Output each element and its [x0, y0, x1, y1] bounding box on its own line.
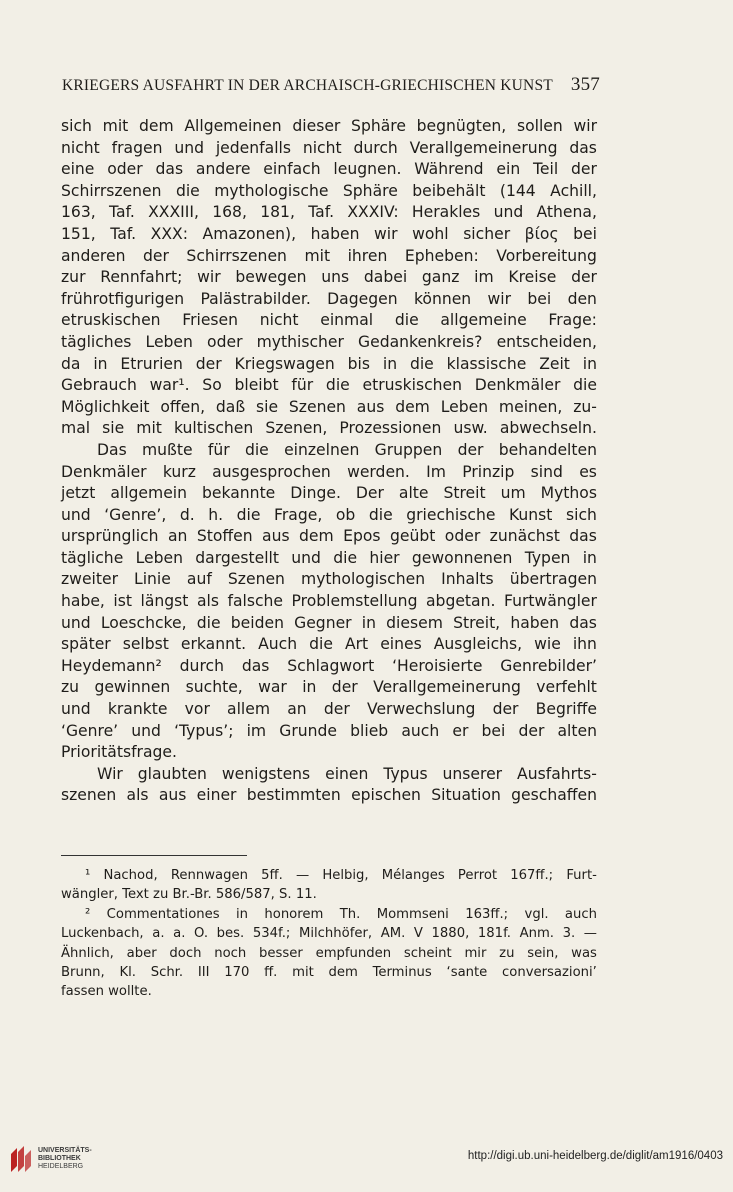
text-line: Das mußte für die einzelnen Gruppen der behandelten: [97, 440, 597, 459]
footnote-line: Brunn, Kl. Schr. III 170 ff. mit dem Terminus ‘sante conversazioni’: [61, 964, 597, 980]
footnotes: [61, 866, 597, 1002]
text-line: Denkmäler kurz ausgesprochen werden. Im Prinzip sind es: [61, 462, 597, 481]
text-line: zu gewinnen suchte, war in der Verallgemeinerung verfehlt: [61, 678, 597, 697]
text-line: Schirrszenen die mythologische Sphäre beibehält (144 Achill,: [61, 181, 597, 200]
footnote-line: wängler, Text zu Br.-Br. 586/587, S. 11.: [61, 887, 317, 903]
text-line: da in Etrurien der Kriegswagen bis in die klassische Zeit in: [61, 354, 597, 373]
logo-line-1: UNIVERSITÄTS-: [38, 1147, 92, 1154]
text-line: Wir glaubten wenigstens einen Typus unserer Ausfahrts-: [97, 764, 597, 783]
text-line: szenen als aus einer bestimmten epischen Situation geschaffen: [61, 786, 597, 805]
footnote-line: fassen wollte.: [61, 984, 152, 1000]
text-line: zur Rennfahrt; wir bewegen uns dabei ganz im Kreise der: [61, 268, 597, 287]
text-line: etruskischen Friesen nicht einmal die allgemeine Frage:: [61, 311, 597, 330]
text-line: Möglichkeit offen, daß sie Szenen aus dem Leben meinen, zu-: [61, 397, 597, 416]
text-line: ursprünglich an Stoffen aus dem Epos geübt oder zunächst das: [61, 527, 597, 546]
running-header: [62, 74, 600, 96]
footnote-line: ² Commentationes in honorem Th. Mommseni 163ff.; vgl. auch: [85, 906, 597, 922]
source-url[interactable]: http://digi.ub.uni-heidelberg.de/diglit/am1916/0403: [467, 1150, 723, 1162]
footnote-line: ¹ Nachod, Rennwagen 5ff. — Helbig, Mélanges Perrot 167ff.; Furt-: [85, 868, 597, 883]
text-line: und krankte vor allem an der Verwechslung der Begriffe: [61, 700, 597, 719]
text-line: Gebrauch war¹. So bleibt für die etruskischen Denkmäler die: [61, 376, 597, 395]
library-logo[interactable]: [8, 1144, 92, 1174]
logo-line-3: HEIDELBERG: [38, 1163, 84, 1170]
text-line: sich mit dem Allgemeinen dieser Sphäre begnügten, sollen wir: [61, 117, 597, 135]
text-line: tägliche Leben dargestellt und die hier gewonnenen Typen in: [61, 548, 597, 567]
page-number: 357: [570, 74, 600, 95]
text-line: und Loeschcke, die beiden Gegner in diesem Streit, haben das: [61, 613, 597, 632]
text-line: mal sie mit kultischen Szenen, Prozessionen usw. abwechseln.: [61, 419, 597, 438]
footnote-separator: [61, 855, 247, 856]
text-line: zweiter Linie auf Szenen mythologischen Inhalts übertragen: [61, 570, 597, 589]
text-line: eine oder das andere einfach leugnen. Während ein Teil der: [61, 160, 597, 179]
running-title: KRIEGERS AUSFAHRT IN DER ARCHAISCH-GRIECHISCHEN KUNST: [62, 77, 553, 94]
digitization-footer: [0, 1136, 733, 1192]
ub-heidelberg-logo-icon: [8, 1144, 34, 1174]
text-line: später selbst erkannt. Auch die Art eines Ausgleichs, wie ihn: [61, 635, 597, 654]
text-line: frührotfigurigen Palästrabilder. Dagegen können wir bei den: [61, 289, 597, 308]
main-text: [61, 116, 597, 807]
text-line: habe, ist längst als falsche Problemstellung abgetan. Furtwängler: [61, 592, 597, 611]
logo-line-2: BIBLIOTHEK: [38, 1155, 81, 1162]
text-line: ‘Genre’ und ‘Typus’; im Grunde blieb auch er bei der alten: [61, 721, 597, 740]
text-line: jetzt allgemein bekannte Dinge. Der alte Streit um Mythos: [61, 484, 597, 503]
footnote-line: Ähnlich, aber doch noch besser empfunden scheint mir zu sein, was: [61, 945, 597, 961]
text-line: und ‘Genre’, d. h. die Frage, ob die griechische Kunst sich: [61, 505, 597, 524]
text-line: anderen der Schirrszenen mit ihren Epheben: Vorbereitung: [61, 246, 597, 265]
text-line: tägliches Leben oder mythischer Gedankenkreis? entscheiden,: [61, 332, 597, 351]
text-line: nicht fragen und jedenfalls nicht durch Verallgemeinerung das: [61, 138, 597, 157]
text-line: 163, Taf. XXXIII, 168, 181, Taf. XXXIV: Herakles und Athena,: [61, 203, 597, 222]
text-line: Prioritätsfrage.: [61, 743, 177, 762]
text-line: 151, Taf. XXX: Amazonen), haben wir wohl sicher βίος bei: [61, 224, 597, 243]
text-line: Heydemann² durch das Schlagwort ‘Heroisierte Genrebilder’: [61, 656, 597, 675]
footnote-line: Luckenbach, a. a. O. bes. 534f.; Milchhöfer, AM. V 1880, 181f. Anm. 3. —: [61, 926, 597, 942]
